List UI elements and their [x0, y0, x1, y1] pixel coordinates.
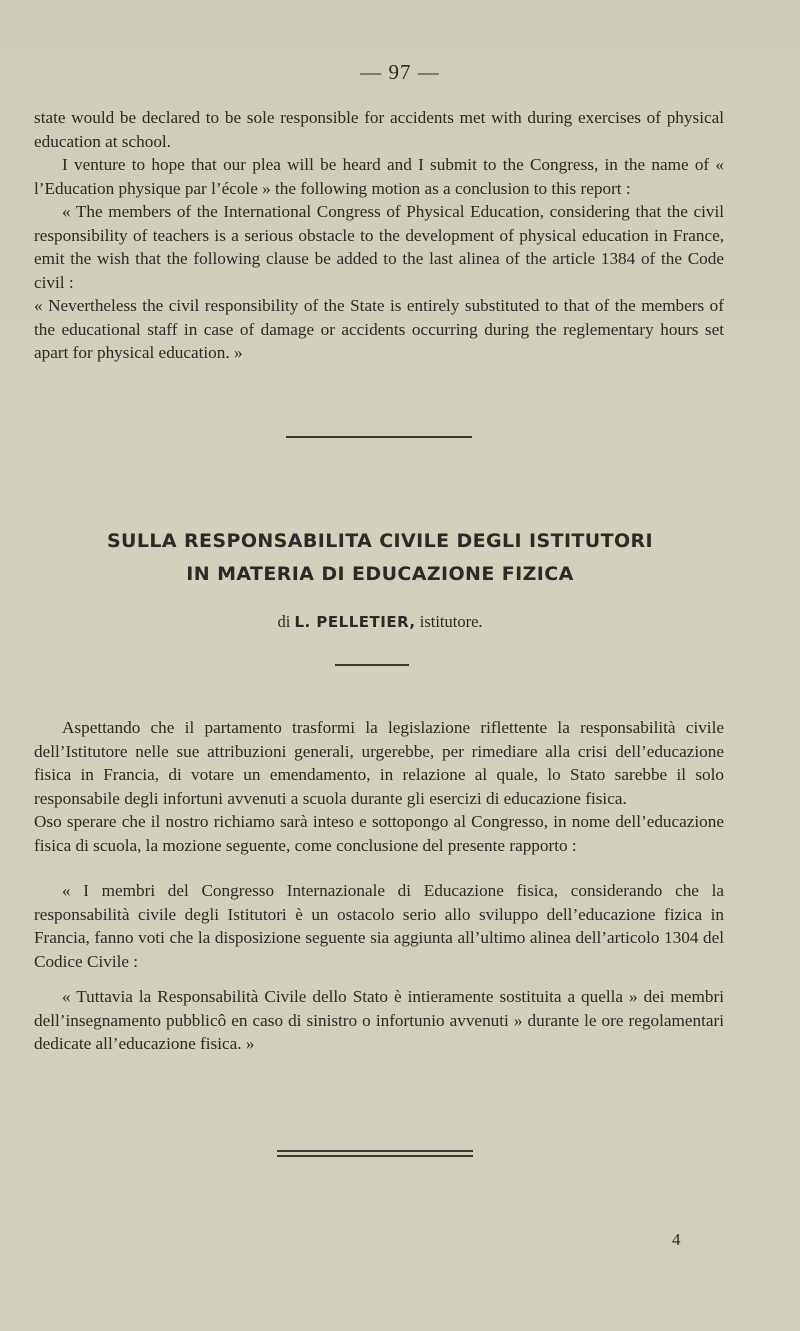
english-section [34, 106, 724, 365]
italian-paragraph-2: Oso sperare che il nostro richiamo sarà inteso e sottopongo al Congresso, in nome dell’educazione fisica di scuola, la mozione seguente, come conclusione del presente rapporto : [34, 812, 724, 855]
signature-mark: 4 [672, 1230, 681, 1249]
english-motion-paragraph: « The members of the International Congress of Physical Education, considering that the civil responsibility of teachers is a serious obstacle to the development of physical education in France, emit the wish that the following clause be added to the last alinea of the article 1384 of the Code civil : [34, 202, 724, 292]
article-title-line-2: IN MATERIA DI EDUCAZIONE FIZICA [186, 563, 574, 585]
author-byline [0, 612, 760, 632]
article-title-line-1: SULLA RESPONSABILITA CIVILE DEGLI ISTITUTORI [106, 530, 654, 552]
byline-divider [335, 664, 409, 666]
page-number: — 97 — [360, 60, 440, 84]
end-rule-top [277, 1150, 473, 1152]
end-double-rule [277, 1150, 473, 1160]
italian-paragraph-1: Aspettando che il partamento trasformi la legislazione riflettente la responsabilità civile dell’Istitutore nelle sue attribuzioni generali, urgerebbe, per rimediare alla crisi dell’educazione fisica in Francia, di votare un emendamento, in relazione al quale, lo Stato sarebbe il solo responsabile degli infortuni avvenuti a scuola durante gli esercizi di educazione fisica. [34, 718, 724, 808]
author-role: istitutore. [419, 612, 483, 631]
author-name: L. PELLETIER, [294, 613, 416, 631]
italian-section [34, 716, 724, 1056]
italian-motion-paragraph: « I membri del Congresso Internazionale di Educazione fisica, considerando che la responsabilità civile degli Istitutori è un ostacolo serio allo sviluppo dell’educazione fizica in Francia, fanno voti che la disposizione seguente sia aggiunta all’ultimo alinea dell’articolo 1304 del Codice Civile : [34, 881, 724, 971]
english-paragraph-1: state would be declared to be sole responsible for accidents met with during exercises of physical education at school. [34, 108, 724, 151]
english-paragraph-2: I venture to hope that our plea will be heard and I submit to the Congress, in the name of « l’Education physique par l’école » the following motion as a conclusion to this report : [34, 155, 724, 198]
italian-clause-paragraph: « Tuttavia la Responsabilità Civile dello Stato è intieramente sostituita a quella » dei membri dell’insegnamento pubblicô en caso di sinistro o infortunio avvenuti » durante le ore regolamentari dedicate all’educazione fisica. » [34, 987, 724, 1053]
byline-prefix: di [277, 612, 291, 631]
section-divider [286, 436, 472, 438]
end-rule-bottom [277, 1155, 473, 1157]
english-clause-paragraph: « Nevertheless the civil responsibility of the State is entirely substituted to that of the members of the educational staff in case of damage or accidents occurring during the reglementary hours set apart for physical education. » [34, 296, 724, 362]
